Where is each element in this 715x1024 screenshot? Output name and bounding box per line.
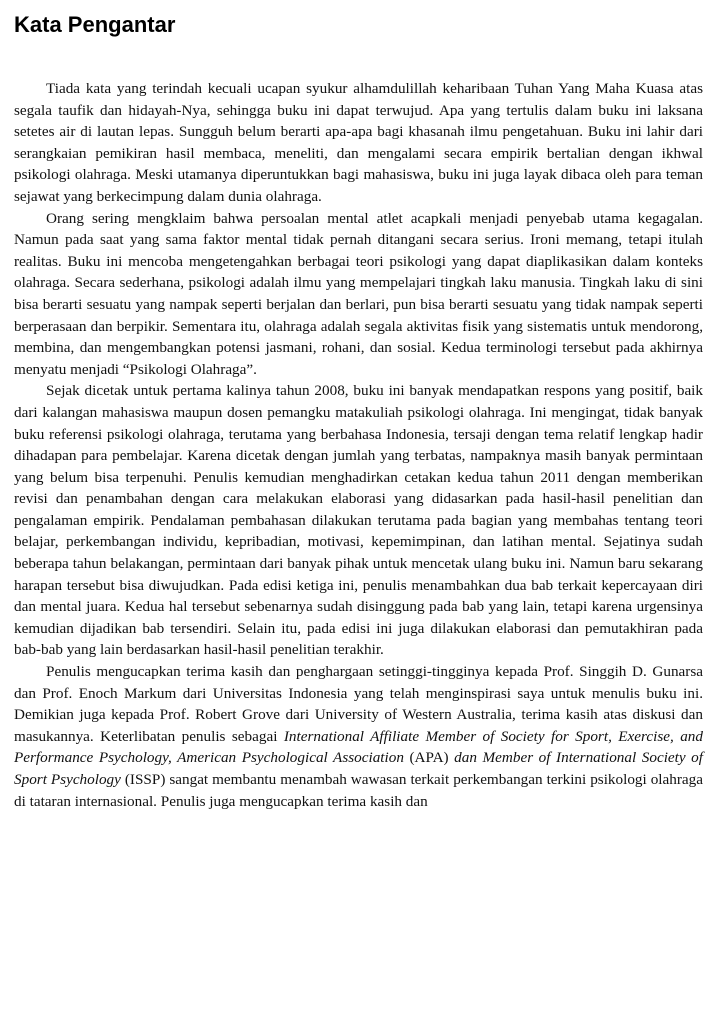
paragraph: Tiada kata yang terindah kecuali ucapan syukur alhamdulillah keharibaan Tuhan Yang Maha Kuasa atas segala taufik dan hidayah-Nya, sehingga buku ini dapat terwujud. Apa yang tertulis dalam buku ini laksana setetes air di lautan lepas. Sungguh belum berarti apa-apa bagi khasanah ilmu pengetahuan. Buku ini lahir dari serangkaian pemikiran hasil membaca, meneliti, dan mengalami secara empirik bertalian dengan ikhwal psikologi olahraga. Meski utamanya diperuntukkan bagi mahasiswa, buku ini juga layak dibaca oleh para teman sejawat yang berkecimpung dalam dunia olahraga. bbox=[14, 80, 703, 205]
page-title: Kata Pengantar bbox=[14, 12, 176, 37]
body-text bbox=[14, 78, 703, 812]
italic-text-run: dan Member of International Society of Sport Psychology bbox=[14, 749, 703, 788]
document-page bbox=[14, 10, 703, 812]
paragraph: Sejak dicetak untuk pertama kalinya tahun 2008, buku ini banyak mendapatkan respons yang positif, baik dari kalangan mahasiswa maupun dosen pemangku matakuliah psikologi olahraga. Ini mengingat, tidak banyak buku referensi psikologi olahraga, terutama yang berbahasa Indonesia, tersaji dengan tema relatif lengkap hadir dihadapan para pembelajar. Karena dicetak dengan jumlah yang terbatas, nampaknya masih banyak permintaan yang belum bisa terpenuhi. Penulis kemudian menghadirkan cetakan kedua tahun 2011 dengan memberikan revisi dan penambahan dengan cara melakukan elaborasi yang didasarkan pada hasil-hasil penelitian dan pengalaman empirik. Pendalaman pembahasan dilakukan terutama pada bagian yang membahas tentang teori belajar, perkembangan individu, kepribadian, motivasi, kepemimpinan, dan latihan mental. Sejatinya sudah beberapa tahun belakangan, permintaan dari banyak pihak untuk mencetak ulang buku ini. Namun baru sekarang harapan tersebut bisa diwujudkan. Pada edisi ketiga ini, penulis menambahkan dua bab terkait kepercayaan diri dan mental juara. Kedua hal tersebut sebenarnya sudah disinggung pada bab yang lain, tetapi karena urgensinya kemudian dijadikan bab tersendiri. Selain itu, pada edisi ini juga dilakukan elaborasi dan pemutakhiran pada bab-bab yang lain berdasarkan hasil-hasil penelitian terakhir. bbox=[14, 382, 703, 659]
text-run: Penulis mengucapkan terima kasih dan penghargaan setinggi-tingginya kepada Prof. Singgih D. Gunarsa dan Prof. Enoch Markum dari Universitas Indonesia yang telah menginspirasi saya untuk menulis buku ini. Demikian juga kepada Prof. Robert Grove dari University of Western Australia, terima kasih atas diskusi dan masukannya. Keterlibatan penulis sebagai bbox=[14, 663, 703, 745]
text-run: (ISSP) sangat membantu menambah wawasan terkait perkembangan terkini psikologi olahraga di tataran internasional. Penulis juga mengucapkan terima kasih dan bbox=[14, 771, 703, 810]
text-run: (APA) bbox=[403, 749, 455, 767]
italic-text-run: International Affiliate Member of Society for Sport, Exercise, and Performance Psychology, American Psychological Association bbox=[14, 727, 703, 767]
paragraph bbox=[14, 661, 703, 812]
paragraph: Orang sering mengklaim bahwa persoalan mental atlet acapkali menjadi penyebab utama kegagalan. Namun pada saat yang sama faktor mental tidak pernah ditangani secara serius. Ironi memang, tetapi itulah realitas. Buku ini mencoba mengetengahkan berbagai teori psikologi yang dapat diaplikasikan dalam konteks olahraga. Secara sederhana, psikologi adalah ilmu yang mempelajari tingkah laku manusia. Tingkah laku di sini bisa berarti sesuatu yang nampak seperti berjalan dan berlari, pun bisa berarti sesuatu yang tidak nampak seperti berperasaan dan berpikir. Sementara itu, olahraga adalah segala aktivitas fisik yang sistematis untuk mendorong, membina, dan mengembangkan potensi jasmani, rohani, dan sosial. Kedua terminologi tersebut pada akhirnya menyatu menjadi “Psikologi Olahraga”. bbox=[14, 209, 703, 378]
